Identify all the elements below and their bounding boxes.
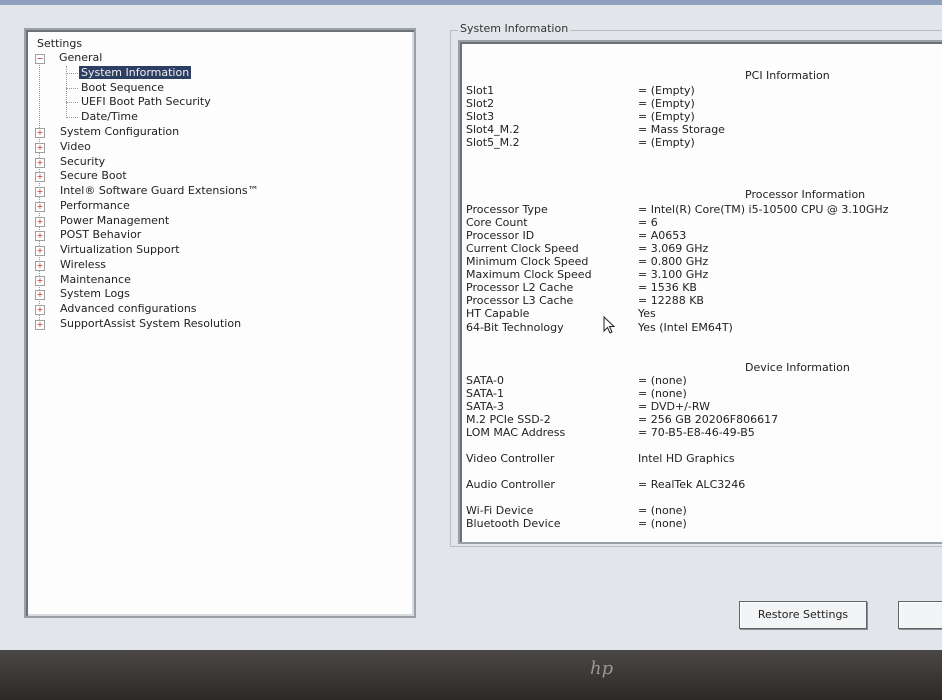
tree-item-system-configuration[interactable] — [60, 125, 179, 139]
tree-root-label: Settings — [37, 37, 83, 50]
processor-type-value: = Intel(R) Core(TM) i5-10500 CPU @ 3.10GHz — [638, 203, 889, 216]
tree-item-label: Date/Time — [81, 110, 138, 123]
tree-item-label: POST Behavior — [60, 228, 142, 241]
expand-icon[interactable]: + — [36, 246, 44, 255]
tree-item-label: Advanced configurations — [60, 302, 197, 315]
tree-item-label: Security — [60, 155, 106, 168]
min-clock-label: Minimum Clock Speed — [466, 255, 589, 268]
l3-cache-value: = 12288 KB — [638, 294, 704, 307]
pci-slot4-label: Slot4_M.2 — [466, 123, 520, 136]
tree-item-label: Intel® Software Guard Extensions™ — [60, 184, 259, 197]
tree-item-maintenance[interactable] — [60, 273, 131, 287]
tree-item-post-behavior[interactable] — [60, 228, 141, 242]
tree-line — [66, 102, 78, 103]
tree-item-label: Video — [60, 140, 91, 153]
hp-logo: hp — [590, 658, 614, 679]
expand-icon[interactable]: + — [36, 202, 44, 211]
tree-item-label: System Configuration — [60, 125, 180, 138]
expand-icon[interactable]: + — [36, 172, 44, 181]
pci-slot5-value: = (Empty) — [638, 136, 695, 149]
sata3-label: SATA-3 — [466, 400, 504, 413]
64bit-value: Yes (Intel EM64T) — [638, 321, 733, 334]
64bit-label: 64-Bit Technology — [466, 321, 564, 334]
expand-icon[interactable]: + — [36, 261, 44, 270]
mouse-cursor-icon — [603, 316, 617, 336]
expand-icon[interactable]: + — [36, 187, 44, 196]
expand-icon[interactable]: + — [36, 158, 44, 167]
audio-controller-value: = RealTek ALC3246 — [638, 478, 746, 491]
expand-icon[interactable]: + — [36, 143, 44, 152]
sata0-label: SATA-0 — [466, 374, 504, 387]
monitor-bezel — [0, 650, 942, 700]
sata3-value: = DVD+/-RW — [638, 400, 710, 413]
tree-item-label: System Information — [81, 66, 190, 79]
max-clock-value: = 3.100 GHz — [638, 268, 709, 281]
audio-controller-label: Audio Controller — [466, 478, 555, 491]
pci-slot4-value: = Mass Storage — [638, 123, 725, 136]
restore-settings-button[interactable]: Restore Settings — [739, 601, 867, 629]
tree-line — [66, 73, 78, 74]
l2-cache-label: Processor L2 Cache — [466, 281, 574, 294]
tree-item-intel-sgx[interactable] — [60, 184, 259, 198]
pci-slot3-value: = (Empty) — [638, 110, 695, 123]
tree-line — [66, 88, 78, 89]
tree-item-label: Performance — [60, 199, 130, 212]
pci-slot1-value: = (Empty) — [638, 84, 695, 97]
expand-icon[interactable]: + — [36, 290, 44, 299]
expand-icon[interactable]: + — [36, 320, 44, 329]
expand-icon[interactable]: + — [36, 128, 44, 137]
tree-item-power-management[interactable] — [60, 214, 169, 228]
tree-item-label: Boot Sequence — [81, 81, 165, 94]
device-section-title: Device Information — [745, 361, 850, 374]
tree-root-settings — [37, 37, 82, 51]
processor-section-title: Processor Information — [745, 188, 866, 201]
tree-item-wireless[interactable] — [60, 258, 106, 272]
current-clock-value: = 3.069 GHz — [638, 242, 709, 255]
tree-item-date-time[interactable] — [81, 110, 138, 124]
video-controller-value: Intel HD Graphics — [638, 452, 735, 465]
bluetooth-device-label: Bluetooth Device — [466, 517, 561, 530]
collapse-general-icon[interactable]: − — [36, 54, 44, 63]
pci-slot1-label: Slot1 — [466, 84, 495, 97]
min-clock-value: = 0.800 GHz — [638, 255, 709, 268]
tree-item-supportassist[interactable] — [60, 317, 241, 331]
group-title: System Information — [460, 22, 569, 35]
tree-item-security[interactable] — [60, 155, 105, 169]
sata0-value: = (none) — [638, 374, 687, 387]
expand-icon[interactable]: + — [36, 231, 44, 240]
tree-item-label: Secure Boot — [60, 169, 127, 182]
tree-item-label: Power Management — [60, 214, 170, 227]
bluetooth-device-value: = (none) — [638, 517, 687, 530]
pci-slot2-label: Slot2 — [466, 97, 495, 110]
tree-item-label: UEFI Boot Path Security — [81, 95, 211, 108]
partial-button[interactable] — [898, 601, 942, 629]
m2-ssd-value: = 256 GB 20206F806617 — [638, 413, 779, 426]
pci-section-title: PCI Information — [745, 69, 830, 82]
tree-item-label: Virtualization Support — [60, 243, 180, 256]
max-clock-label: Maximum Clock Speed — [466, 268, 592, 281]
title-bar — [0, 0, 942, 5]
core-count-value: = 6 — [638, 216, 658, 229]
expand-icon[interactable]: + — [36, 276, 44, 285]
tree-item-secure-boot[interactable] — [60, 169, 127, 183]
tree-item-boot-sequence[interactable] — [81, 81, 164, 95]
tree-item-label: General — [59, 51, 103, 64]
video-controller-label: Video Controller — [466, 452, 555, 465]
sata1-value: = (none) — [638, 387, 687, 400]
expand-icon[interactable]: + — [36, 217, 44, 226]
tree-item-general[interactable] — [59, 51, 102, 65]
tree-item-label: Wireless — [60, 258, 107, 271]
m2-ssd-label: M.2 PCIe SSD-2 — [466, 413, 551, 426]
tree-item-label: System Logs — [60, 287, 130, 300]
l2-cache-value: = 1536 KB — [638, 281, 697, 294]
tree-item-system-information[interactable] — [79, 66, 191, 80]
pci-slot2-value: = (Empty) — [638, 97, 695, 110]
tree-line — [66, 117, 78, 118]
lom-mac-label: LOM MAC Address — [466, 426, 566, 439]
lom-mac-value: = 70-B5-E8-46-49-B5 — [638, 426, 755, 439]
tree-item-advanced-configurations[interactable] — [60, 302, 197, 316]
wifi-device-label: Wi-Fi Device — [466, 504, 534, 517]
processor-id-value: = A0653 — [638, 229, 687, 242]
tree-item-system-logs[interactable] — [60, 287, 130, 301]
tree-item-performance[interactable] — [60, 199, 130, 213]
pci-slot3-label: Slot3 — [466, 110, 495, 123]
pci-slot5-label: Slot5_M.2 — [466, 136, 520, 149]
current-clock-label: Current Clock Speed — [466, 242, 579, 255]
wifi-device-value: = (none) — [638, 504, 687, 517]
tree-item-label: SupportAssist System Resolution — [60, 317, 242, 330]
ht-capable-label: HT Capable — [466, 307, 530, 320]
core-count-label: Core Count — [466, 216, 528, 229]
tree-item-virtualization-support[interactable] — [60, 243, 180, 257]
tree-item-video[interactable] — [60, 140, 91, 154]
ht-capable-value: Yes — [638, 307, 656, 320]
expand-icon[interactable]: + — [36, 305, 44, 314]
processor-type-label: Processor Type — [466, 203, 548, 216]
tree-item-uefi-boot-path-security[interactable] — [81, 95, 211, 109]
tree-item-label: Maintenance — [60, 273, 131, 286]
l3-cache-label: Processor L3 Cache — [466, 294, 574, 307]
processor-id-label: Processor ID — [466, 229, 535, 242]
sata1-label: SATA-1 — [466, 387, 504, 400]
